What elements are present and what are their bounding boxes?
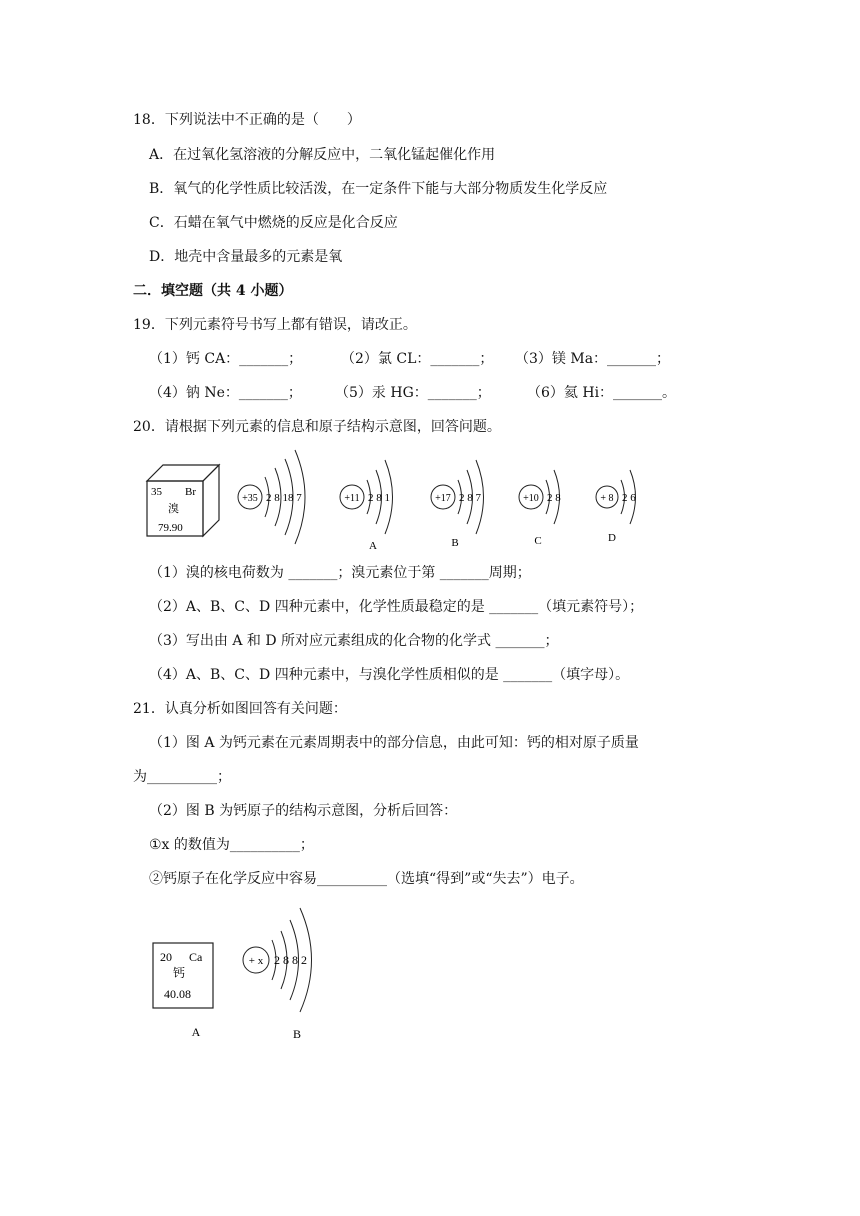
atom-a (340, 460, 393, 552)
q18-option-d: D．地壳中含量最多的元素是氧 (149, 249, 343, 265)
bromine-number: 35 (151, 486, 162, 498)
atom-d-nucleus: + 8 (600, 493, 614, 504)
atom-calcium-shells: 2 8 8 2 (274, 953, 307, 967)
bromine-name: 溴 (168, 503, 179, 515)
q20-stem: 20．请根据下列元素的信息和原子结构示意图，回答问题。 (133, 419, 501, 435)
atom-calcium (243, 908, 312, 1041)
atom-d (596, 470, 636, 544)
atom-b-nucleus: +17 (435, 493, 451, 504)
q20-question-1: （1）溴的核电荷数为 _______；溴元素位于第 _______周期； (149, 565, 531, 581)
q21-figure (145, 898, 345, 1043)
q18-option-b: B．氧气的化学性质比较活泼，在一定条件下能与大部分物质发生化学反应 (149, 181, 608, 197)
q19-item-3: （3）镁 Ma：_______； (515, 351, 671, 367)
atom-a-shells: 2 8 1 (368, 492, 390, 504)
atom-b-label: B (451, 537, 459, 549)
atom-b-shells: 2 8 7 (459, 492, 481, 504)
q20-question-4: （4）A、B、C、D 四种元素中，与溴化学性质相似的是 _______（填字母）。 (149, 667, 630, 683)
q21-part2-2: ②钙原子在化学反应中容易__________（选填“得到”或“失去”）电子。 (149, 871, 584, 887)
atom-a-label: A (369, 540, 377, 552)
atom-a-nucleus: +11 (344, 493, 360, 504)
bromine-symbol: Br (185, 486, 196, 498)
atom-d-label: D (608, 532, 616, 544)
calcium-symbol: Ca (189, 950, 203, 964)
bromine-mass: 79.90 (158, 522, 183, 534)
q19-stem: 19．下列元素符号书写上都有错误，请改正。 (133, 317, 417, 333)
section-title: 二．填空题（共 4 小题） (133, 283, 293, 299)
atom-c-nucleus: +10 (523, 493, 539, 504)
calcium-number: 20 (160, 950, 172, 964)
q20-question-2: （2）A、B、C、D 四种元素中，化学性质最稳定的是 _______（填元素符号）； (149, 599, 644, 615)
q19-item-4: （4）钠 Ne：_______； (149, 385, 302, 401)
atom-c-shells: 2 8 (547, 492, 561, 504)
atom-c-label: C (534, 535, 542, 547)
atom-calcium-nucleus: + x (248, 955, 264, 967)
atom-calcium-label: B (292, 1027, 302, 1041)
q21-stem: 21．认真分析如图回答有关问题： (133, 701, 347, 717)
q19-item-2: （2）氯 CL：_______； (341, 351, 494, 367)
calcium-mass: 40.08 (164, 987, 191, 1001)
atom-bromine-nucleus: +35 (242, 493, 258, 504)
q21-part1-line2: 为__________； (133, 769, 231, 785)
calcium-card-label: A (191, 1025, 201, 1039)
q18-option-a: A．在过氧化氢溶液的分解反应中，二氧化锰起催化作用 (149, 147, 496, 163)
q18-option-c: C．石蜡在氧气中燃烧的反应是化合反应 (149, 215, 398, 231)
q21-part1-line1: （1）图 A 为钙元素在元素周期表中的部分信息，由此可知：钙的相对原子质量 (149, 735, 639, 751)
q19-item-1: （1）钙 CA：_______； (149, 351, 303, 367)
q19-item-6: （6）氦 Hi：_______。 (527, 385, 677, 401)
atom-bromine (238, 450, 305, 544)
q21-part2-1: ①x 的数值为__________； (149, 837, 314, 853)
calcium-name: 钙 (173, 966, 186, 980)
q18-stem: 18．下列说法中不正确的是（ ） (133, 112, 361, 128)
q21-part2: （2）图 B 为钙原子的结构示意图，分析后回答： (149, 803, 458, 819)
atom-d-shells: 2 6 (622, 492, 636, 504)
atom-bromine-shells: 2 8 18 7 (266, 492, 302, 504)
q20-question-3: （3）写出由 A 和 D 所对应元素组成的化合物的化学式 _______； (149, 633, 559, 649)
atom-b (431, 460, 484, 549)
atom-c (519, 470, 561, 547)
q19-item-5: （5）汞 HG：_______； (335, 385, 491, 401)
q20-figure (140, 440, 660, 555)
